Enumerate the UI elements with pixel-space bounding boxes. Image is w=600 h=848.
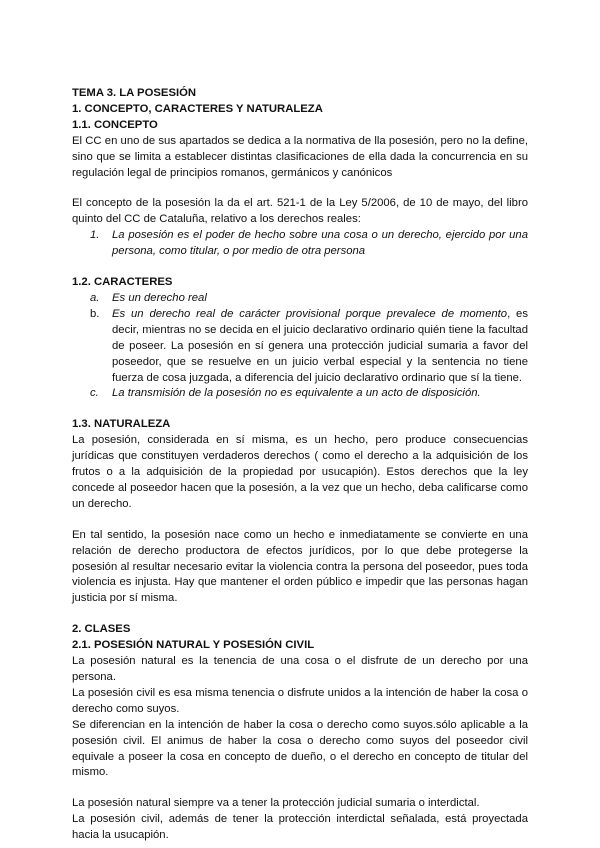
subsection-heading-1-3: 1.3. NATURALEZA [72, 418, 171, 431]
paragraph-concepto-definicion: El concepto de la posesión la da el art. 521-1 de la Ley 5/2006, de 10 de mayo, del libro quinto del CC de Cataluña, relativo a los derechos reales: [72, 197, 528, 226]
document-title: TEMA 3. LA POSESIÓN [72, 87, 197, 99]
list-item-text: , es decir, mientras no se decida en el juicio declarativo ordinario quién tiene la facultad de poseer. La posesión en sí genera una protección judicial sumaria a favor del poseedor, que se resuelve en un juicio verbal especial y la sentencia no tiene fuerza de cosa juzgada, a diferencia del juicio declarativo ordinario que sí la tiene. [112, 307, 528, 384]
list-marker: 1. [90, 229, 100, 242]
list-item [72, 307, 528, 387]
list-marker: a. [90, 291, 100, 304]
paragraph-naturaleza-2: En tal sentido, la posesión nace como un hecho e inmediatamente se convierte en una relación de derecho productora de efectos jurídicos, por lo que debe protegerse la posesión al resultar necesario evitar la violencia contra la persona del poseedor, pues toda violencia es injusta. Hay que mantener el orden público e impedir que las personas hagan justicia por sí misma. [72, 528, 528, 605]
list-item [72, 386, 528, 402]
paragraph-proteccion-civil: La posesión civil, además de tener la protección interdictal señalada, está proyectada hacia la usucapión. [72, 813, 528, 842]
paragraph-posesion-civil: La posesión civil es esa misma tenencia o disfrute unidos a la intención de haber la cosa o derecho como suyos. [72, 686, 528, 715]
list-marker: c. [90, 387, 99, 400]
paragraph-concepto-intro: El CC en uno de sus apartados se dedica a la normativa de lla posesión, pero no la define, sino que se limita a establecer distintas clasificaciones de ella dada la concurrencia en su regulación legal de principios romanos, germánicos y canónicos [72, 134, 528, 179]
section-heading-2: 2. CLASES [72, 623, 131, 636]
list-item-italic-text: Es un derecho real de carácter provisional porque prevalece de momento [112, 307, 508, 320]
section-heading-1: 1. CONCEPTO, CARACTERES Y NATURALEZA [72, 102, 323, 115]
subsection-heading-1-2: 1.2. CARACTERES [72, 276, 173, 289]
list-item-text: La posesión es el poder de hecho sobre una cosa o un derecho, ejercido por una persona, como titular, o por medio de otra persona [112, 229, 528, 258]
list-item [72, 291, 528, 307]
subsection-heading-2-1: 2.1. POSESIÓN NATURAL Y POSESIÓN CIVIL [72, 639, 315, 652]
caracteres-list [72, 291, 528, 402]
list-item-text: La transmisión de la posesión no es equivalente a un acto de disposición. [112, 387, 481, 400]
definition-list [72, 228, 528, 260]
paragraph-posesion-natural: La posesión natural es la tenencia de una cosa o el disfrute de un derecho por una persona. [72, 655, 528, 683]
list-item [72, 228, 528, 260]
paragraph-naturaleza-1: La posesión, considerada en sí misma, es un hecho, pero produce consecuencias jurídicas que constituyen verdaderos derechos ( como el derecho a la adquisición de los frutos o a la adquisición de la propiedad por usucapión). Estos derechos que la ley concede al poseedor hacen que la posesión, a la vez que un hecho, deba calificarse como un derecho. [72, 434, 528, 510]
list-item-text: Es un derecho real [112, 291, 207, 304]
list-marker: b. [90, 307, 100, 320]
paragraph-diferencias: Se diferencian en la intención de haber la cosa o derecho como suyos.sólo aplicable a la posesión civil. El animus de haber la cosa o derecho como suyos del poseedor civil equivale a poseer la cosa en concepto de dueño, o el derecho en concepto de titular del mismo. [72, 718, 528, 779]
paragraph-proteccion-natural: La posesión natural siempre va a tener la protección judicial sumaria o interdictal. [72, 797, 480, 810]
subsection-heading-1-1: 1.1. CONCEPTO [72, 118, 158, 131]
